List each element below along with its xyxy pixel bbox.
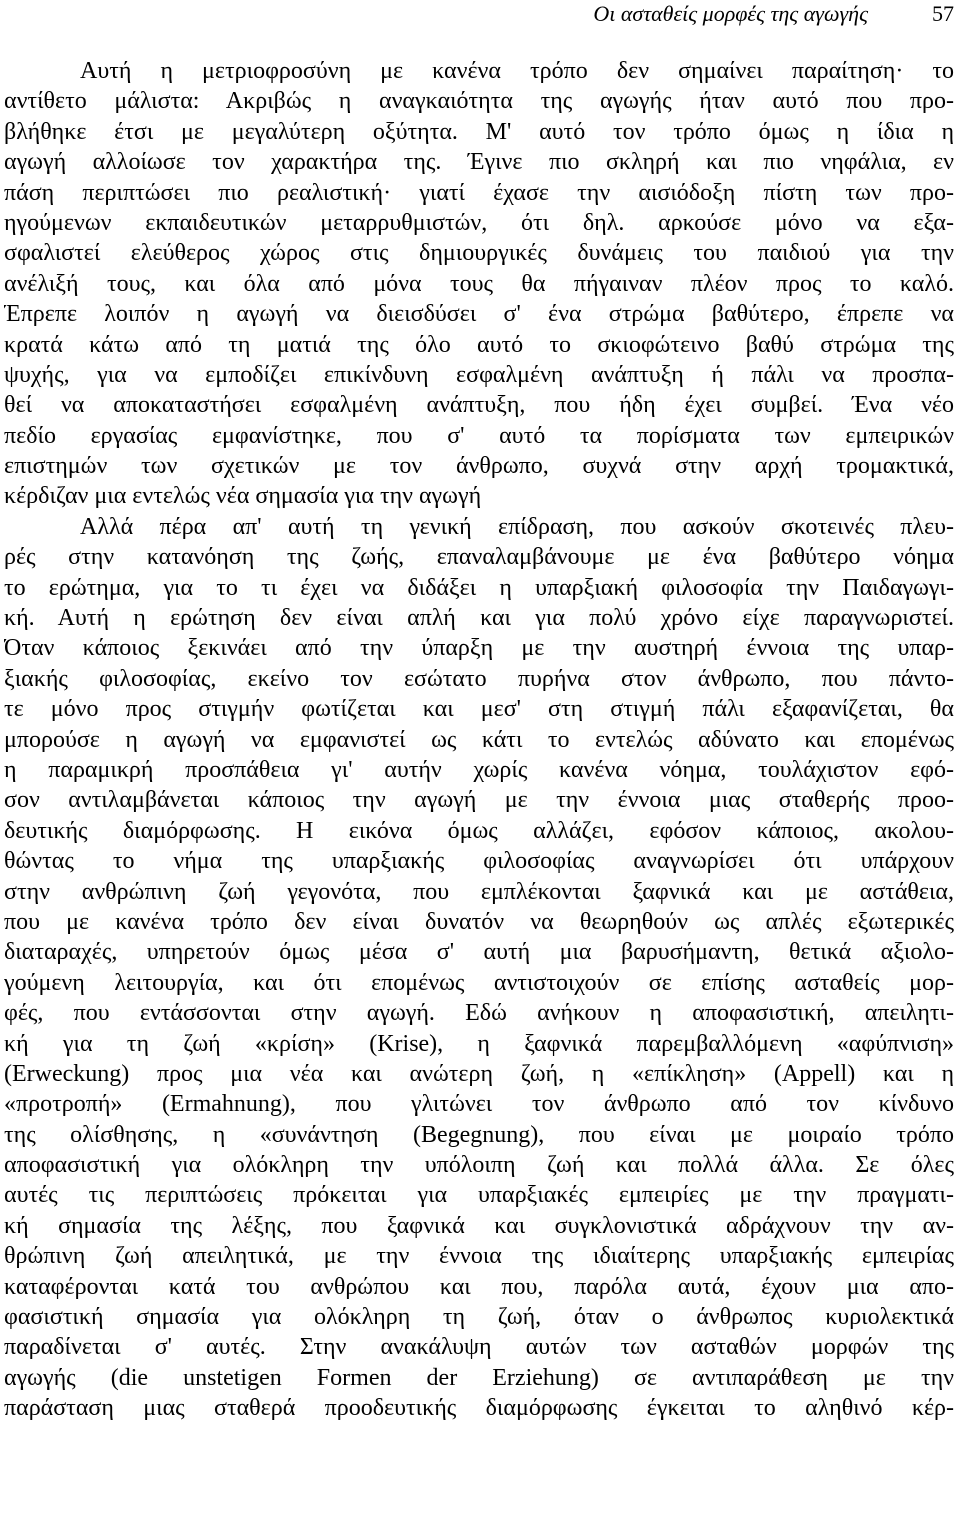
text-line: κρατά κάτω από τη ματιά της όλο αυτό το σκιοφώτεινο βαθύ στρώμα της — [4, 331, 954, 358]
running-title: Οι ασταθείς μορφές της αγωγής — [593, 1, 868, 26]
text-line: θώντας το νήμα της υπαρξιακής φιλοσοφίας αναγνωρίσει ότι υπάρχουν — [4, 848, 954, 875]
text-line: το ερώτημα, για το τι έχει να διδάξει η υπαρξιακή φιλοσοφία την Παιδαγωγι- — [4, 574, 954, 601]
running-header — [0, 2, 954, 26]
text-line: διαταραχές, υπηρετούν όμως μέσα σ' αυτή μια βαρυσήμαντη, θετικά αξιολο- — [4, 939, 954, 966]
text-line: σον αντιλαμβάνεται κάποιος την αγωγή με την έννοια μιας σταθερής προο- — [4, 787, 954, 814]
text-line: δευτικής διαμόρφωσης. Η εικόνα όμως αλλάζει, εφόσον κάποιος, ακολου- — [4, 817, 954, 844]
text-line: πεδίο εργασίας εμφανίστηκε, που σ' αυτό τα πορίσματα των εμπειρικών — [4, 422, 954, 449]
text-line: η παραμικρή προσπάθεια γι' αυτήν χωρίς κανένα νόημα, τουλάχιστον εφό- — [4, 756, 954, 783]
text-line: θρώπινη ζωή απειλητικά, με την έννοια της ιδιαίτερης υπαρξιακής εμπειρίας — [4, 1243, 954, 1270]
text-line: ανέλιξή τους, και όλα από μόνα τους θα πήγαιναν πλέον προς το καλό. — [4, 270, 954, 297]
text-line: θεί να αποκαταστήσει εσφαλμένη ανάπτυξη, που ήδη έχει συμβεί. Ένα νέο — [4, 392, 954, 419]
text-line: καταφέρονται κατά του ανθρώπου και που, παρόλα αυτά, έχουν μια απο- — [4, 1273, 954, 1300]
text-line: Όταν κάποιος ξεκινάει από την ύπαρξη με την αυστηρή έννοια της υπαρ- — [4, 635, 954, 662]
text-line: φασιστική σημασία για ολόκληρη τη ζωή, όταν ο άνθρωπος κυριολεκτικά — [4, 1304, 954, 1331]
text-line: Αλλά πέρα απ' αυτή τη γενική επίδραση, που ασκούν σκοτεινές πλευ- — [80, 513, 954, 540]
text-line: (Erweckung) προς μια νέα και ανώτερη ζωή, η «επίκληση» (Appell) και η — [4, 1060, 954, 1087]
text-line: στην ανθρώπινη ζωή γεγονότα, που εμπλέκονται ξαφνικά και με αστάθεια, — [4, 878, 954, 905]
text-line: παράσταση μιας σταθερά προοδευτικής διαμόρφωσης έγκειται το αληθινό κέρ- — [4, 1395, 954, 1422]
text-line: ψυχής, για να εμποδίζει επικίνδυνη εσφαλμένη ανάπτυξη ή πάλι να προσπα- — [4, 361, 954, 388]
text-line: γούμενη λειτουργία, και ότι επομένως αντιστοιχούν σε επίσης ασταθείς μορ- — [4, 969, 954, 996]
text-line: αγωγή αλλοίωσε τον χαρακτήρα της. Έγινε πιο σκληρή και πιο νηφάλια, εν — [4, 149, 954, 176]
text-line: ρές στην κατανόηση της ζωής, επαναλαμβάνουμε με ένα βαθύτερο νόημα — [4, 544, 954, 571]
text-line: αντίθετο μάλιστα: Ακριβώς η αναγκαιότητα της αγωγής ήταν αυτό που προ- — [4, 88, 954, 115]
text-line: Αυτή η μετριοφροσύνη με κανένα τρόπο δεν σημαίνει παραίτηση· το — [80, 58, 954, 84]
text-line: κέρδιζαν μια εντελώς νέα σημασία για την αγωγή — [4, 483, 482, 510]
text-line: κή σημασία της λέξης, που ξαφνικά και συγκλονιστικά αδράχνουν την αν- — [4, 1212, 954, 1239]
text-line: επιστημών των σχετικών με τον άνθρωπο, συχνά στην αρχή τρομακτικά, — [4, 453, 954, 480]
text-line: αυτές τις περιπτώσεις πρόκειται για υπαρξιακές εμπειρίες με την πραγματι- — [4, 1182, 954, 1209]
text-line: αγωγής (die unstetigen Formen der Erziehung) σε αντιπαράθεση με την — [4, 1364, 954, 1391]
text-line: ξιακής φιλοσοφίας, εκείνο τον εσώτατο πυρήνα στον άνθρωπο, που πάντο- — [4, 665, 954, 692]
text-line: αποφασιστική για ολόκληρη την υπόλοιπη ζωή και πολλά άλλα. Σε όλες — [4, 1152, 954, 1179]
text-line: κή για τη ζωή «κρίση» (Krise), η ξαφνικά παρεμβαλλόμενη «αφύπνιση» — [4, 1030, 954, 1057]
text-line: βλήθηκε έτσι με μεγαλύτερη οξύτητα. Μ' αυτό τον τρόπο όμως η ίδια η — [4, 118, 954, 145]
text-line: Έπρεπε λοιπόν η αγωγή να διεισδύσει σ' ένα στρώμα βαθύτερο, έπρεπε να — [4, 301, 954, 328]
text-line: τε μόνο προς στιγμήν φωτίζεται και μεσ' στη στιγμή πάλι εξαφανίζεται, θα — [4, 696, 954, 723]
text-line: ηγούμενων εκπαιδευτικών μεταρρυθμιστών, ότι δηλ. αρκούσε μόνο να εξα- — [4, 209, 954, 236]
text-line: φές, που εντάσσονται στην αγωγή. Εδώ ανήκουν η αποφασιστική, απειλητι- — [4, 1000, 954, 1027]
text-line: πάση περιπτώσει πιο ρεαλιστική· γιατί έχασε την αισιόδοξη πίστη των προ- — [4, 179, 954, 206]
text-line: «προτροπή» (Ermahnung), που γλιτώνει τον άνθρωπο από τον κίνδυνο — [4, 1091, 954, 1118]
body-text — [4, 56, 954, 1424]
text-line: που με κανένα τρόπο δεν είναι δυνατόν να θεωρηθούν ως απλές εξωτερικές — [4, 908, 954, 935]
page-number: 57 — [932, 1, 954, 26]
text-line: μπορούσε η αγωγή να εμφανιστεί ως κάτι το εντελώς αδύνατο και επομένως — [4, 726, 954, 753]
text-line: παραδίνεται σ' αυτές. Στην ανακάλυψη αυτών των ασταθών μορφών της — [4, 1334, 954, 1361]
text-line: κή. Αυτή η ερώτηση δεν είναι απλή και για πολύ χρόνο είχε παραγνωριστεί. — [4, 605, 954, 632]
text-line: σφαλιστεί ελεύθερος χώρος στις δημιουργικές δυνάμεις του παιδιού για την — [4, 240, 954, 267]
text-line: της ολίσθησης, η «συνάντηση (Begegnung), που είναι με μοιραίο τρόπο — [4, 1121, 954, 1148]
